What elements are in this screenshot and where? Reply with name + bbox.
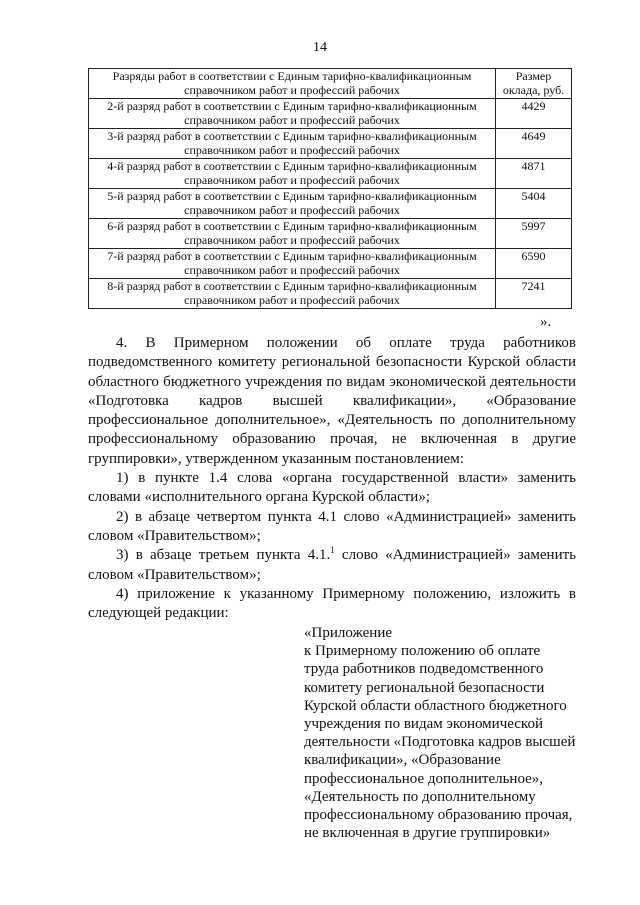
salary-cell: 4429 [496, 99, 572, 129]
page-number: 14 [313, 40, 327, 55]
grade-column-header: Разряды работ в соответствии с Единым тарифно-квалификационным справочником работ и профессий рабочих [89, 69, 496, 99]
grade-cell: 6-й разряд работ в соответствии с Единым тарифно-квалификационным справочником работ и профессий рабочих [89, 219, 496, 249]
appendix-line: деятельности «Подготовка кадров высшей [304, 734, 576, 751]
appendix-line: Курской области областного бюджетного [304, 697, 567, 714]
wage-grade-table [88, 68, 572, 309]
grade-cell: 2-й разряд работ в соответствии с Единым тарифно-квалификационным справочником работ и профессий рабочих [89, 99, 496, 129]
table-row [89, 279, 572, 309]
appendix-line: «Приложение [304, 625, 393, 641]
item-3-text-end: слово «Администрацией» заменить словом «Правительством»; [88, 547, 576, 583]
table-row [89, 249, 572, 279]
salary-column-header: Размер оклада, руб. [496, 69, 572, 99]
grade-cell: 8-й разряд работ в соответствии с Единым тарифно-квалификационным справочником работ и профессий рабочих [89, 279, 496, 309]
appendix-line: к Примерному положению об оплате [304, 643, 541, 660]
salary-cell: 4871 [496, 159, 572, 189]
table-row [89, 99, 572, 129]
appendix-line: «Деятельность по дополнительному [304, 788, 536, 805]
grade-cell: 3-й разряд работ в соответствии с Единым тарифно-квалификационным справочником работ и профессий рабочих [89, 129, 496, 159]
table-closing-quote: ». [540, 314, 552, 330]
item-3-text-start: 3) в абзаце третьем пункта 4.1. [116, 547, 331, 564]
salary-cell: 6590 [496, 249, 572, 279]
document-body [88, 334, 576, 623]
table-row [89, 159, 572, 189]
appendix-line: труда работников подведомственного [304, 661, 544, 678]
table-row [89, 219, 572, 249]
salary-cell: 4649 [496, 129, 572, 159]
appendix-line: учреждения по видам экономической [304, 716, 543, 733]
table-row [89, 189, 572, 219]
table-header-row [89, 69, 572, 99]
table-row [89, 129, 572, 159]
appendix-line: профессиональному образованию прочая, [304, 807, 573, 824]
appendix-line: квалификации», «Образование [304, 752, 501, 769]
appendix-line: профессиональное дополнительное», [304, 770, 544, 787]
salary-cell: 5997 [496, 219, 572, 249]
list-item: 1) в пункте 1.4 слова «органа государственной власти» заменить словами «исполнительного органа Курской области»; [88, 470, 576, 506]
list-item: 2) в абзаце четвертом пункта 4.1 слово «Администрацией» заменить словом «Правительством»; [88, 508, 576, 544]
appendix-heading [304, 624, 594, 842]
list-item [88, 546, 576, 585]
grade-cell: 5-й разряд работ в соответствии с Единым тарифно-квалификационным справочником работ и профессий рабочих [89, 189, 496, 219]
grade-cell: 7-й разряд работ в соответствии с Единым тарифно-квалификационным справочником работ и профессий рабочих [89, 249, 496, 279]
list-item: 4) приложение к указанному Примерному положению, изложить в следующей редакции: [88, 585, 576, 622]
superscript-mark: 1 [330, 545, 335, 556]
appendix-line: комитету региональной безопасности [304, 679, 545, 696]
grade-cell: 4-й разряд работ в соответствии с Единым тарифно-квалификационным справочником работ и профессий рабочих [89, 159, 496, 189]
salary-cell: 5404 [496, 189, 572, 219]
paragraph-4: 4. В Примерном положении об оплате труда работников подведомственного комитету региональной безопасности Курской области областного бюджетного учреждения по видам экономической деятельности «Подготовка кадров высшей квалификации», «Образование профессиональное дополнительное», «Деятельность по дополнительному профессиональному образованию прочая, не включенная в другие группировки», утвержденном указанным постановлением: [88, 335, 576, 467]
appendix-line: не включенная в другие группировки» [304, 825, 551, 842]
salary-cell: 7241 [496, 279, 572, 309]
